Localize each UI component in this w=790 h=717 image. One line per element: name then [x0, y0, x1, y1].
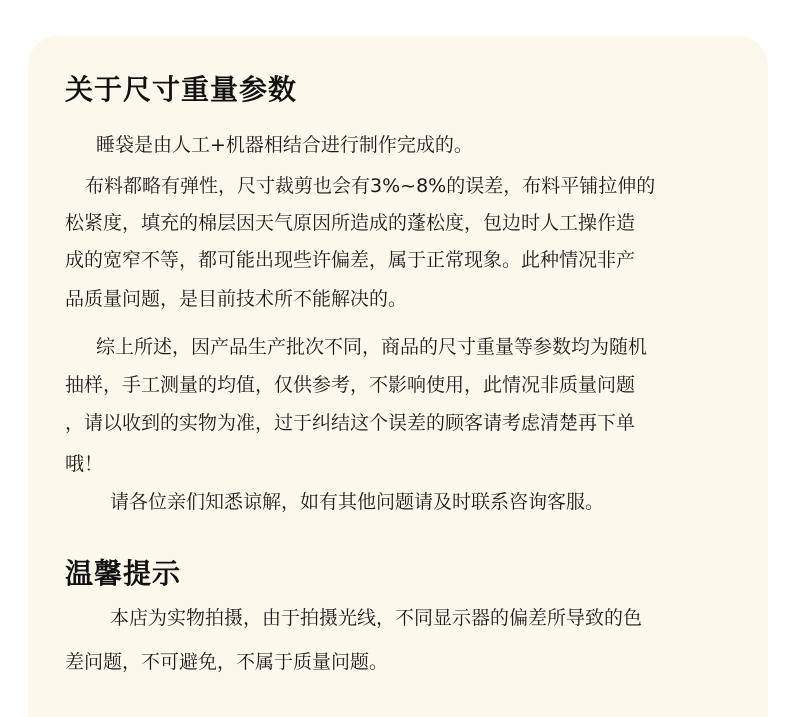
paragraph-line: 品质量问题，是目前技术所不能解决的。	[65, 288, 408, 310]
paragraph-line: 本店为实物拍摄，由于拍摄光线，不同显示器的偏差所导致的色	[110, 607, 643, 629]
paragraph-line: 请各位亲们知悉谅解，如有其他问题请及时联系咨询客服。	[110, 491, 605, 513]
paragraph-line: 成的宽窄不等，都可能出现些许偏差，属于正常现象。此种情况非产	[65, 249, 636, 271]
paragraph-line: 哦！	[65, 453, 104, 475]
paragraph-line: 综上所述，因产品生产批次不同，商品的尺寸重量等参数均为随机	[96, 336, 648, 358]
paragraph-line: 布料都略有弹性，尺寸裁剪也会有3%~8%的误差，布料平铺拉伸的	[85, 175, 656, 197]
section-title-size-weight: 关于尺寸重量参数	[65, 73, 298, 106]
paragraph-line: 松紧度，填充的棉层因天气原因所造成的蓬松度，包边时人工操作造	[65, 212, 636, 234]
paragraph-line: ，请以收到的实物为准，过于纠结这个误差的顾客请考虑清楚再下单	[65, 412, 636, 434]
paragraph-line: 抽样，手工测量的均值，仅供参考，不影响使用，此情况非质量问题	[65, 374, 636, 396]
paragraph-line: 睡袋是由人工+机器相结合进行制作完成的。	[96, 134, 473, 156]
section-title-tips: 温馨提示	[65, 557, 182, 590]
paragraph-line: 差问题，不可避免，不属于质量问题。	[65, 651, 389, 673]
